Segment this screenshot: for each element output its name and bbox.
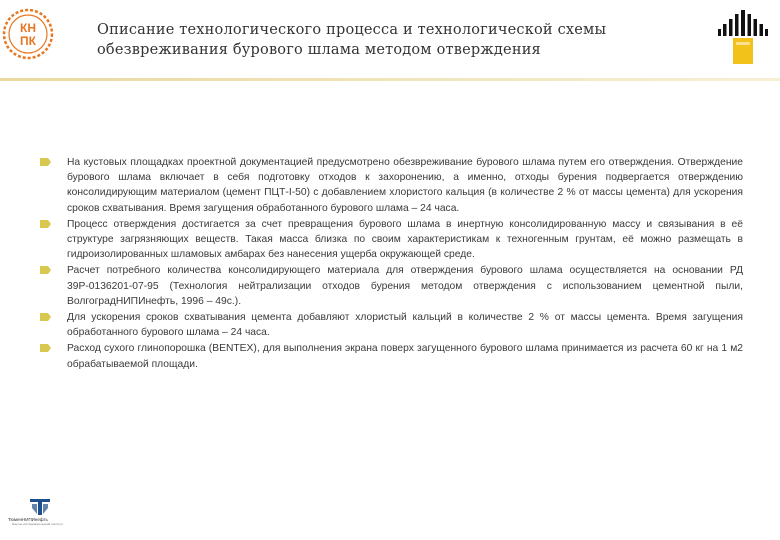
tyumenniipineft-logo-icon [28,498,52,516]
header-divider [0,78,780,81]
page-title-line-2: обезвреживания бурового шлама методом отверждения [97,42,541,58]
list-item [40,217,743,263]
list-item-text: Расчет потребного количества консолидирующего материала для отверждения бурового шлама осуществляется на основании РД 39Р-0136201-07-95 (Технология нейтрализации отходов бурения методом отверждения с использованием цементной пыли, ВолгоградНИПИнефть, 1996 – 49с.). [67,265,743,307]
list-item-text: На кустовых площадках проектной документацией предусмотрено обезвреживание бурового шлама путем его отверждения. Отверждение бурового шлама включает в себя подготовку отходов к захоронению, а именно, отходы бурения подвергается отверждению консолидирующим материалом (цемент ПЦТ-I-50) с добавлением хлористого кальция (в количестве 2 % от массы цемента) для ускорения сроков схватывания. Время загущения обработанного бурового шлама – 24 часа. [67,157,743,214]
content-list [40,155,743,373]
svg-text:ПК: ПК [20,34,36,48]
footer-logo-subcaption: Научно-исследовательский институт [12,522,64,526]
knpk-logo-icon [2,8,54,60]
list-item [40,263,743,309]
svg-text:КН: КН [20,21,36,35]
header [0,0,780,78]
page-title-line-1: Описание технологического процесса и технологической схемы [97,22,607,38]
pencil-bullet-icon [40,266,51,274]
list-item-text: Процесс отверждения достигается за счет превращения бурового шлама в инертную консолидированную массу и связывания в её структуре загрязняющих веществ. Такая масса близка по своим характеристикам к техногенным грунтам, её можно размещать в гидроизолированных шламовых амбарах без нанесения ущерба окружающей среде. [67,218,743,261]
pencil-bullet-icon [40,344,51,352]
list-item [40,341,743,371]
list-item [40,155,743,216]
pencil-bullet-icon [40,158,51,166]
pencil-bullet-icon [40,313,51,321]
rosneft-logo-icon [716,8,770,66]
footer-logo [8,498,70,538]
list-item-text: Расход сухого глинопорошка (BENTEX), для выполнения экрана поверх загущенного бурового шлама принимается из расчета 60 кг на 1 м2 обрабатываемой площади. [67,343,743,370]
pencil-bullet-icon [40,220,51,228]
list-item [40,310,743,340]
list-item-text: Для ускорения сроков схватывания цемента добавляют хлористый кальций в количестве 2 % от массы цемента. Время загущения обработанного бурового шлама – 24 часа. [67,312,743,339]
page-title [97,20,657,60]
footer-logo-caption: ТюменНИПИнефть [8,517,48,522]
